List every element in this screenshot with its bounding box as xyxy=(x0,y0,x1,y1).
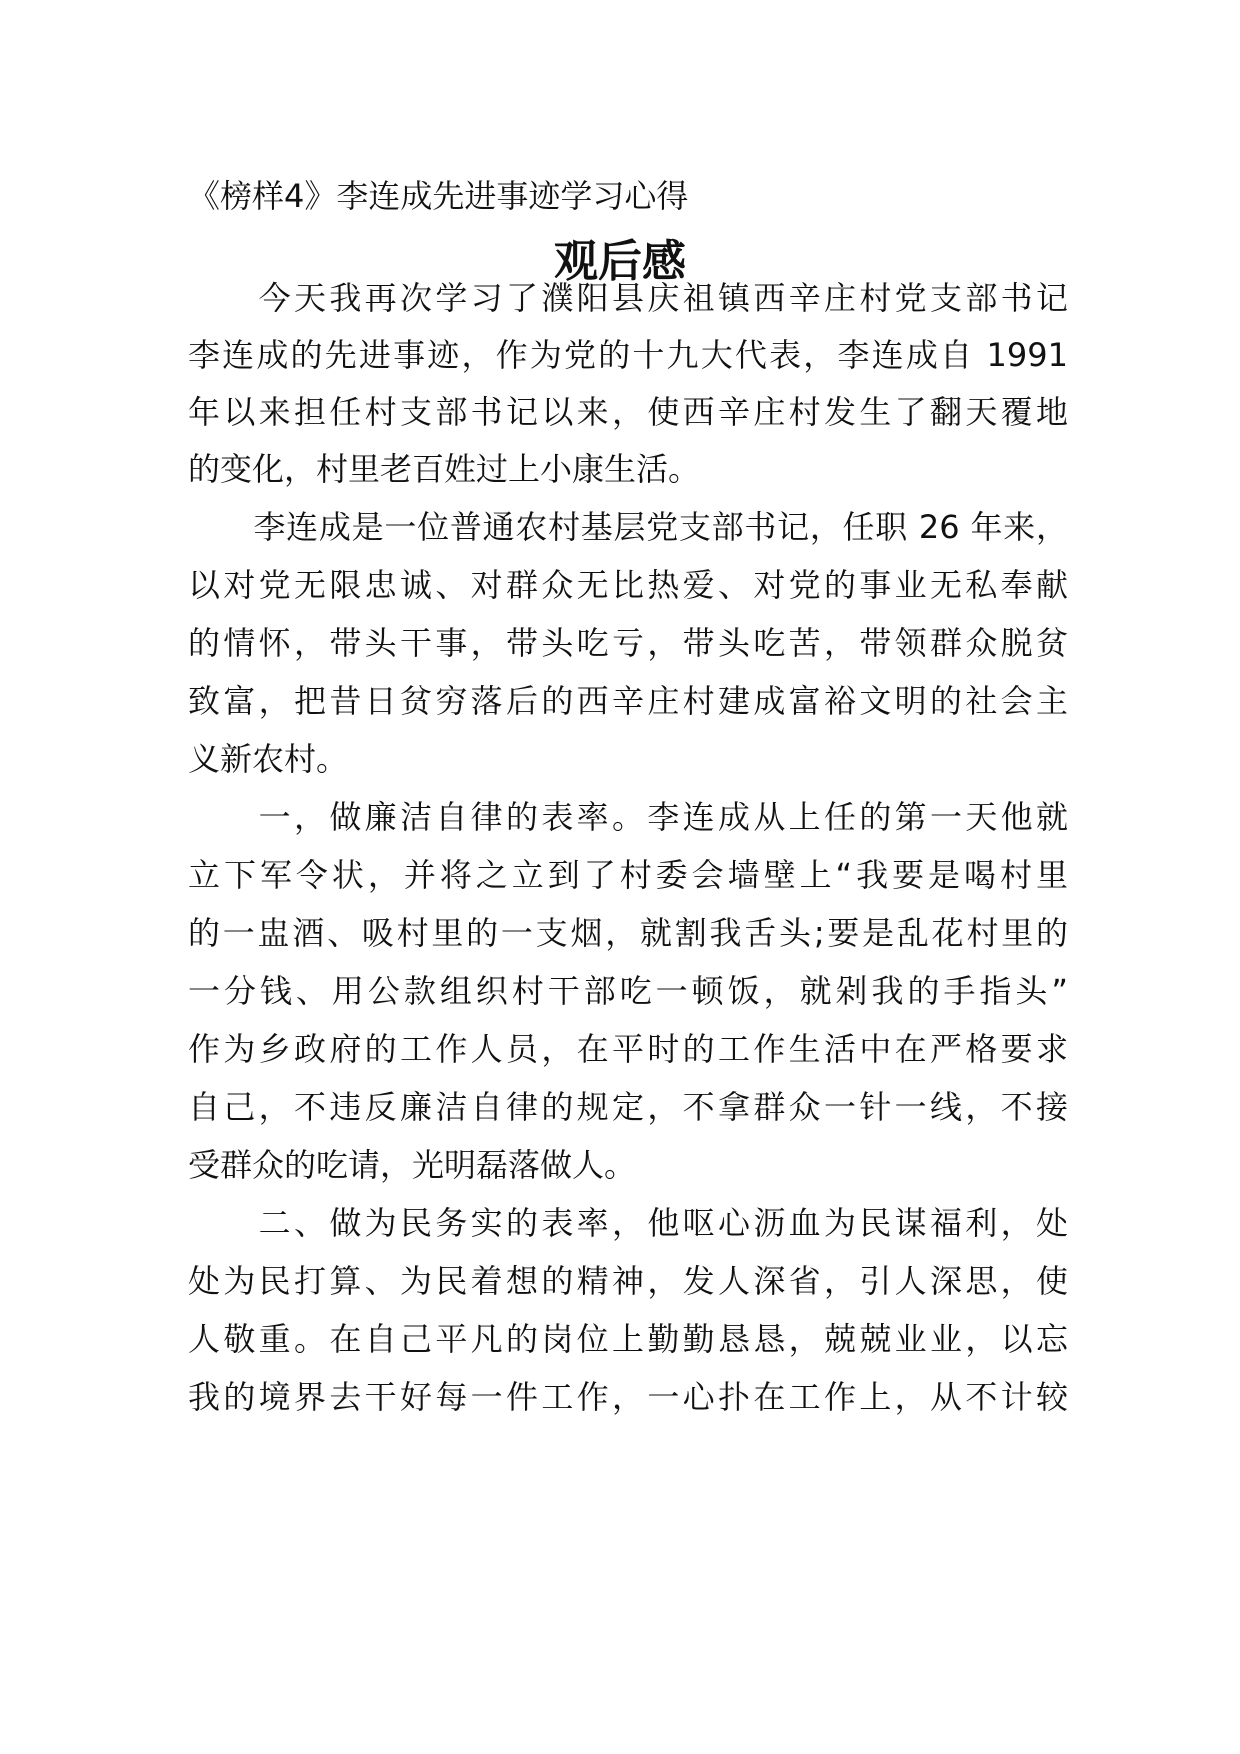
text-line: 二、做为民务实的表率，他呕心沥血为民谋福利，处 xyxy=(188,1204,1068,1242)
text-line: 一分钱、用公款组织村干部吃一顿饭，就剁我的手指头” xyxy=(188,972,1068,1010)
text-line: 以对党无限忠诚、对群众无比热爱、对党的事业无私奉献 xyxy=(188,566,1068,604)
text-line: 作为乡政府的工作人员，在平时的工作生活中在严格要求 xyxy=(188,1030,1068,1068)
text-line: 的一盅酒、吸村里的一支烟，就割我舌头;要是乱花村里的 xyxy=(188,914,1068,952)
text-line: 立下军令状，并将之立到了村委会墙壁上“我要是喝村里 xyxy=(188,856,1068,894)
text-line: 致富，把昔日贫穷落后的西辛庄村建成富裕文明的社会主 xyxy=(188,682,1068,720)
text-line: 自己，不违反廉洁自律的规定，不拿群众一针一线，不接 xyxy=(188,1088,1068,1126)
text-line: 年以来担任村支部书记以来，使西辛庄村发生了翻天覆地 xyxy=(188,393,1068,431)
text-line: 我的境界去干好每一件工作，一心扑在工作上，从不计较 xyxy=(188,1378,1068,1416)
text-line: 今天我再次学习了濮阳县庆祖镇西辛庄村党支部书记 xyxy=(188,279,1068,317)
text-line: 的变化，村里老百姓过上小康生活。 xyxy=(188,450,701,488)
text-line: 处为民打算、为民着想的精神，发人深省，引人深思，使 xyxy=(188,1262,1068,1300)
text-line: 人敬重。在自己平凡的岗位上勤勤恳恳，兢兢业业，以忘 xyxy=(188,1320,1068,1358)
text-line: 受群众的吃请，光明磊落做人。 xyxy=(188,1146,637,1184)
text-line: 李连成是一位普通农村基层党支部书记，任职 26 年来， xyxy=(188,508,1068,546)
document-title: 《榜样4》李连成先进事迹学习心得 xyxy=(188,177,689,215)
text-line: 李连成的先进事迹，作为党的十九大代表，李连成自 1991 xyxy=(188,336,1068,374)
text-line: 一，做廉洁自律的表率。李连成从上任的第一天他就 xyxy=(188,798,1068,836)
document-heading: 观后感 xyxy=(554,236,686,287)
text-line: 义新农村。 xyxy=(188,740,349,778)
text-line: 的情怀，带头干事，带头吃亏，带头吃苦，带领群众脱贫 xyxy=(188,624,1068,662)
